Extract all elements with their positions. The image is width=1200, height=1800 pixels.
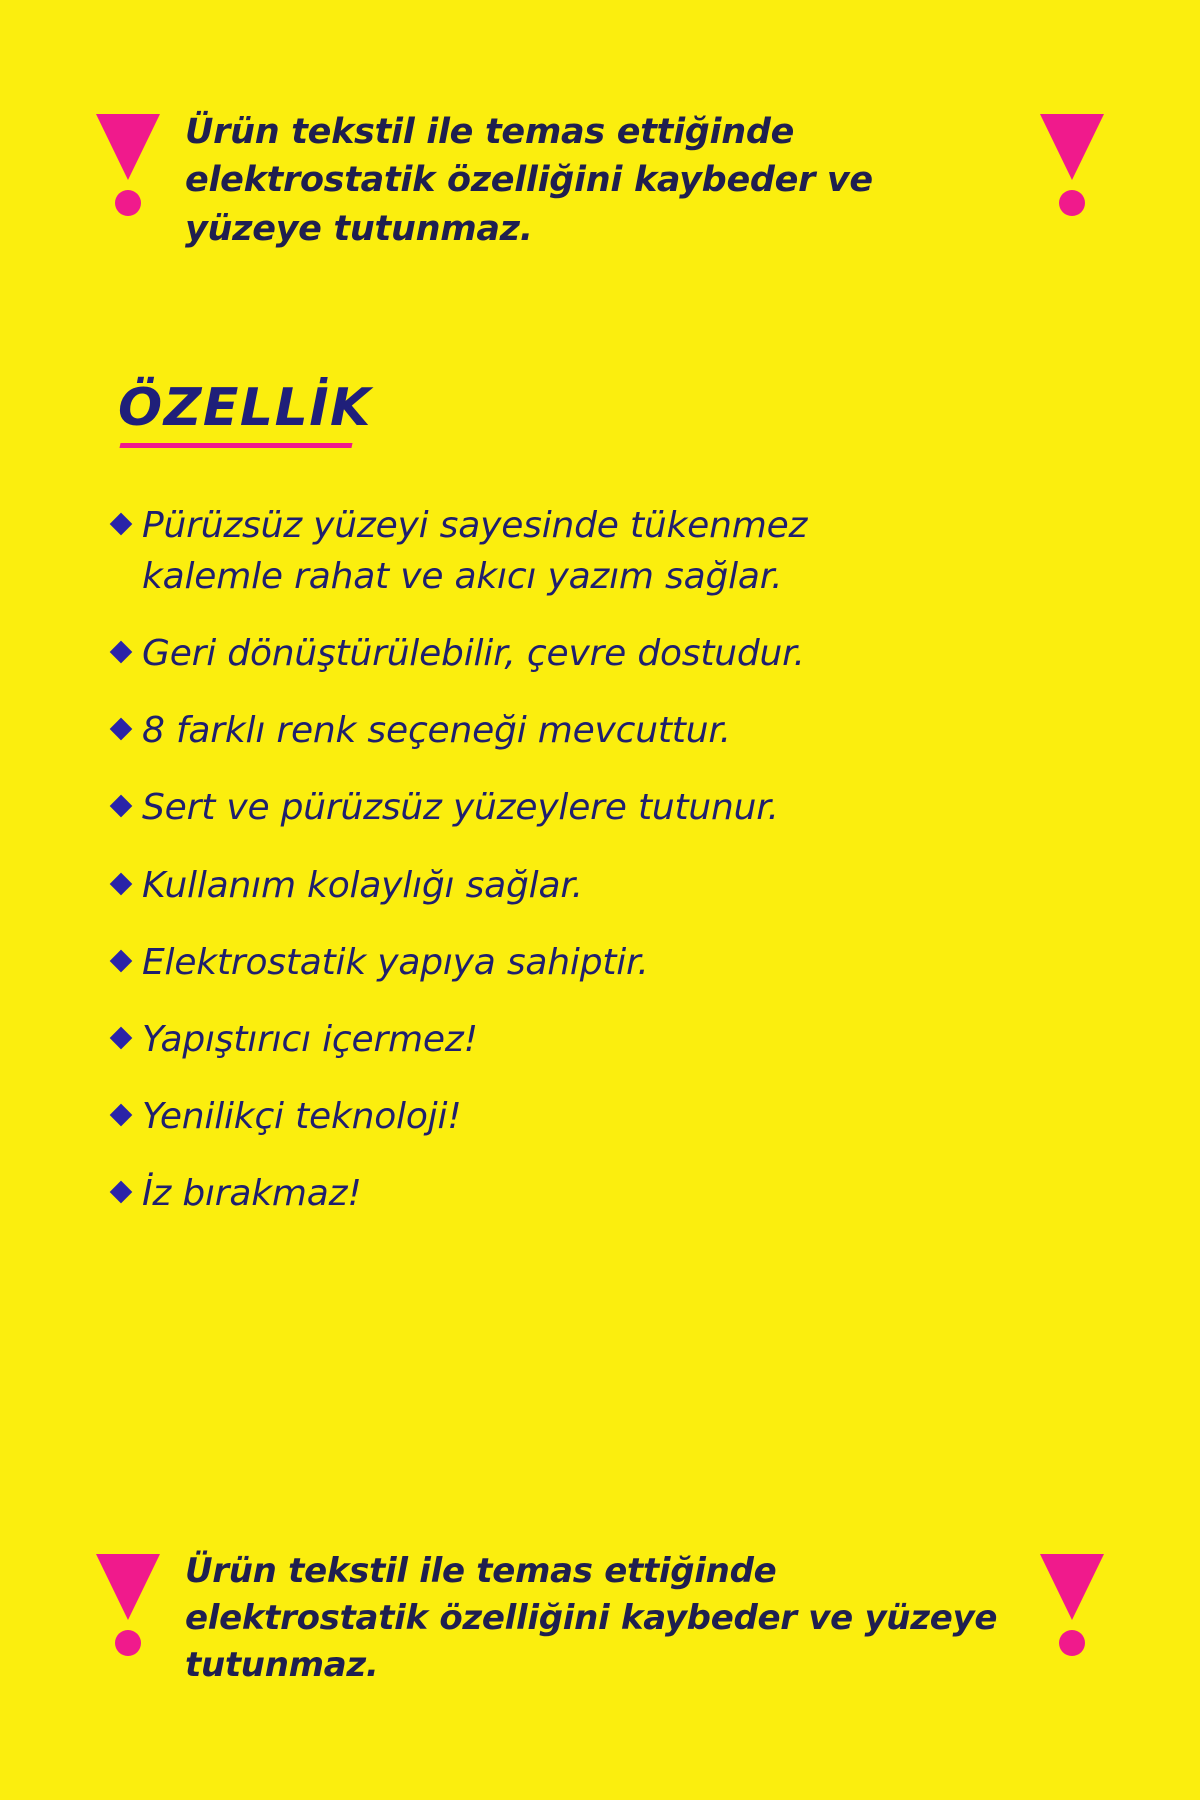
list-item <box>100 860 1060 911</box>
list-item <box>100 937 1060 988</box>
warning-text-top: Ürün tekstil ile temas ettiğinde elektrostatik özelliğini kaybeder ve yüzeye tutunmaz. <box>185 112 873 249</box>
section-heading <box>118 378 372 438</box>
list-item-label: Geri dönüştürülebilir, çevre dostudur. <box>142 633 805 675</box>
exclamation-mark-icon-right <box>1033 1548 1111 1656</box>
list-item-label: Elektrostatik yapıya sahiptir. <box>142 941 649 983</box>
list-item-label: İz bırakmaz! <box>142 1172 362 1214</box>
diamond-bullet-icon <box>100 937 142 969</box>
list-item-label: Yenilikçi teknoloji! <box>142 1095 462 1137</box>
list-item-label: Sert ve pürüzsüz yüzeylere tutunur. <box>142 787 779 829</box>
list-item-label: Kullanım kolaylığı sağlar. <box>142 864 583 906</box>
warning-text-bottom: Ürün tekstil ile temas ettiğinde elektrostatik özelliğini kaybeder ve yüzeye tutunmaz. <box>185 1551 998 1685</box>
diamond-bullet-icon <box>100 1091 142 1123</box>
feature-list <box>100 500 1060 1245</box>
list-item-label: Pürüzsüz yüzeyi sayesinde tükenmez kalemle rahat ve akıcı yazım sağlar. <box>142 505 808 598</box>
exclamation-mark-icon-left <box>89 1548 167 1656</box>
exclamation-mark-icon-right <box>1033 108 1111 216</box>
list-item-label: Yapıştırıcı içermez! <box>142 1018 478 1060</box>
diamond-bullet-icon <box>100 782 142 814</box>
list-item <box>100 1014 1060 1065</box>
diamond-bullet-icon <box>100 628 142 660</box>
list-item <box>100 1168 1060 1219</box>
warning-banner-bottom <box>0 1548 1200 1689</box>
exclamation-mark-icon-left <box>89 108 167 216</box>
list-item-label: 8 farklı renk seçeneği mevcuttur. <box>142 710 731 752</box>
list-item <box>100 1091 1060 1142</box>
list-item <box>100 628 1060 679</box>
diamond-bullet-icon <box>100 500 142 532</box>
warning-banner-top <box>0 108 1200 253</box>
section-heading-label: ÖZELLİK <box>118 378 372 438</box>
diamond-bullet-icon <box>100 860 142 892</box>
diamond-bullet-icon <box>100 1014 142 1046</box>
heading-underline <box>119 443 352 448</box>
list-item <box>100 705 1060 756</box>
diamond-bullet-icon <box>100 1168 142 1200</box>
diamond-bullet-icon <box>100 705 142 737</box>
list-item <box>100 500 1060 602</box>
list-item <box>100 782 1060 833</box>
